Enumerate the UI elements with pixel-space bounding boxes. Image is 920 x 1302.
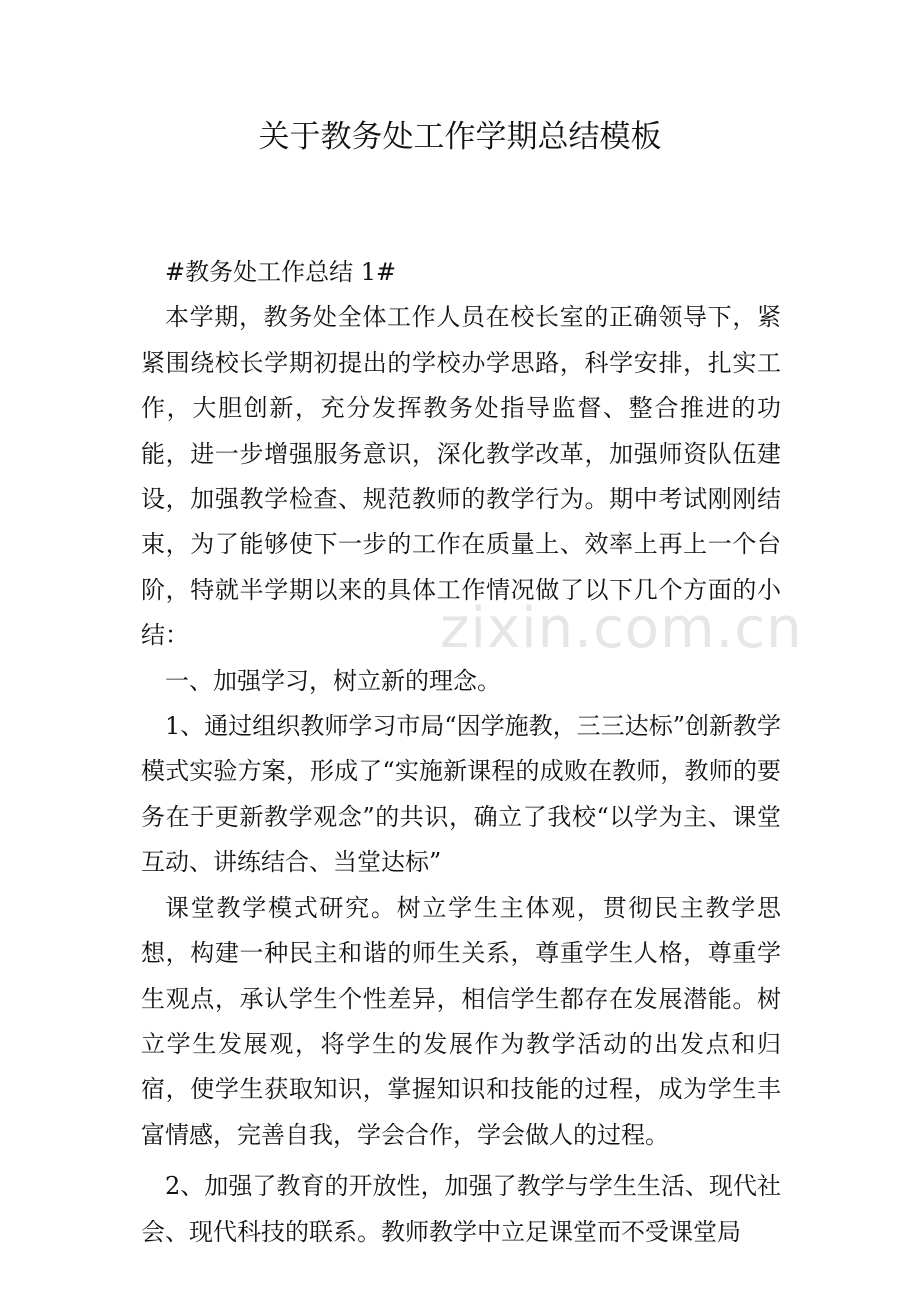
paragraph-teaching-model: 课堂教学模式研究。树立学生主体观，贯彻民主教学思想，构建一种民主和谐的师生关系，尊重学生人格，尊重学生观点，承认学生个性差异，相信学生都存在发展潜能。树立学生发展观，将学生的发展作为教学活动的出发点和归宿，使学生获取知识，掌握知识和技能的过程，成为学生丰富情感，完善自我，学会合作，学会做人的过程。 bbox=[141, 893, 781, 1149]
section-heading: #教务处工作总结 1# bbox=[165, 258, 397, 286]
document-body bbox=[141, 250, 781, 1255]
paragraph-item-2: 2、加强了教育的开放性，加强了教学与学生生活、现代社会、现代科技的联系。教师教学中立足课堂而不受课堂局 bbox=[141, 1172, 781, 1246]
paragraph-item-1: 1、通过组织教师学习市局“因学施教，三三达标”创新教学模式实验方案，形成了“实施新课程的成败在教师，教师的要务在于更新教学观念”的共识，确立了我校“以学为主、课堂互动、讲练结合、当堂达标” bbox=[141, 712, 781, 877]
paragraph-intro: 本学期，教务处全体工作人员在校长室的正确领导下，紧紧围绕校长学期初提出的学校办学思路，科学安排，扎实工作，大胆创新，充分发挥教务处指导监督、整合推进的功能，进一步增强服务意识，深化教学改革，加强师资队伍建设，加强教学检查、规范教师的教学行为。期中考试刚刚结束，为了能够使下一步的工作在质量上、效率上再上一个台阶，特就半学期以来的具体工作情况做了以下几个方面的小结： bbox=[141, 303, 781, 650]
paragraph-heading-one: 一、加强学习，树立新的理念。 bbox=[165, 666, 501, 695]
document-title: 关于教务处工作学期总结模板 bbox=[258, 119, 662, 155]
watermark: zixin.com.cn bbox=[440, 596, 803, 661]
